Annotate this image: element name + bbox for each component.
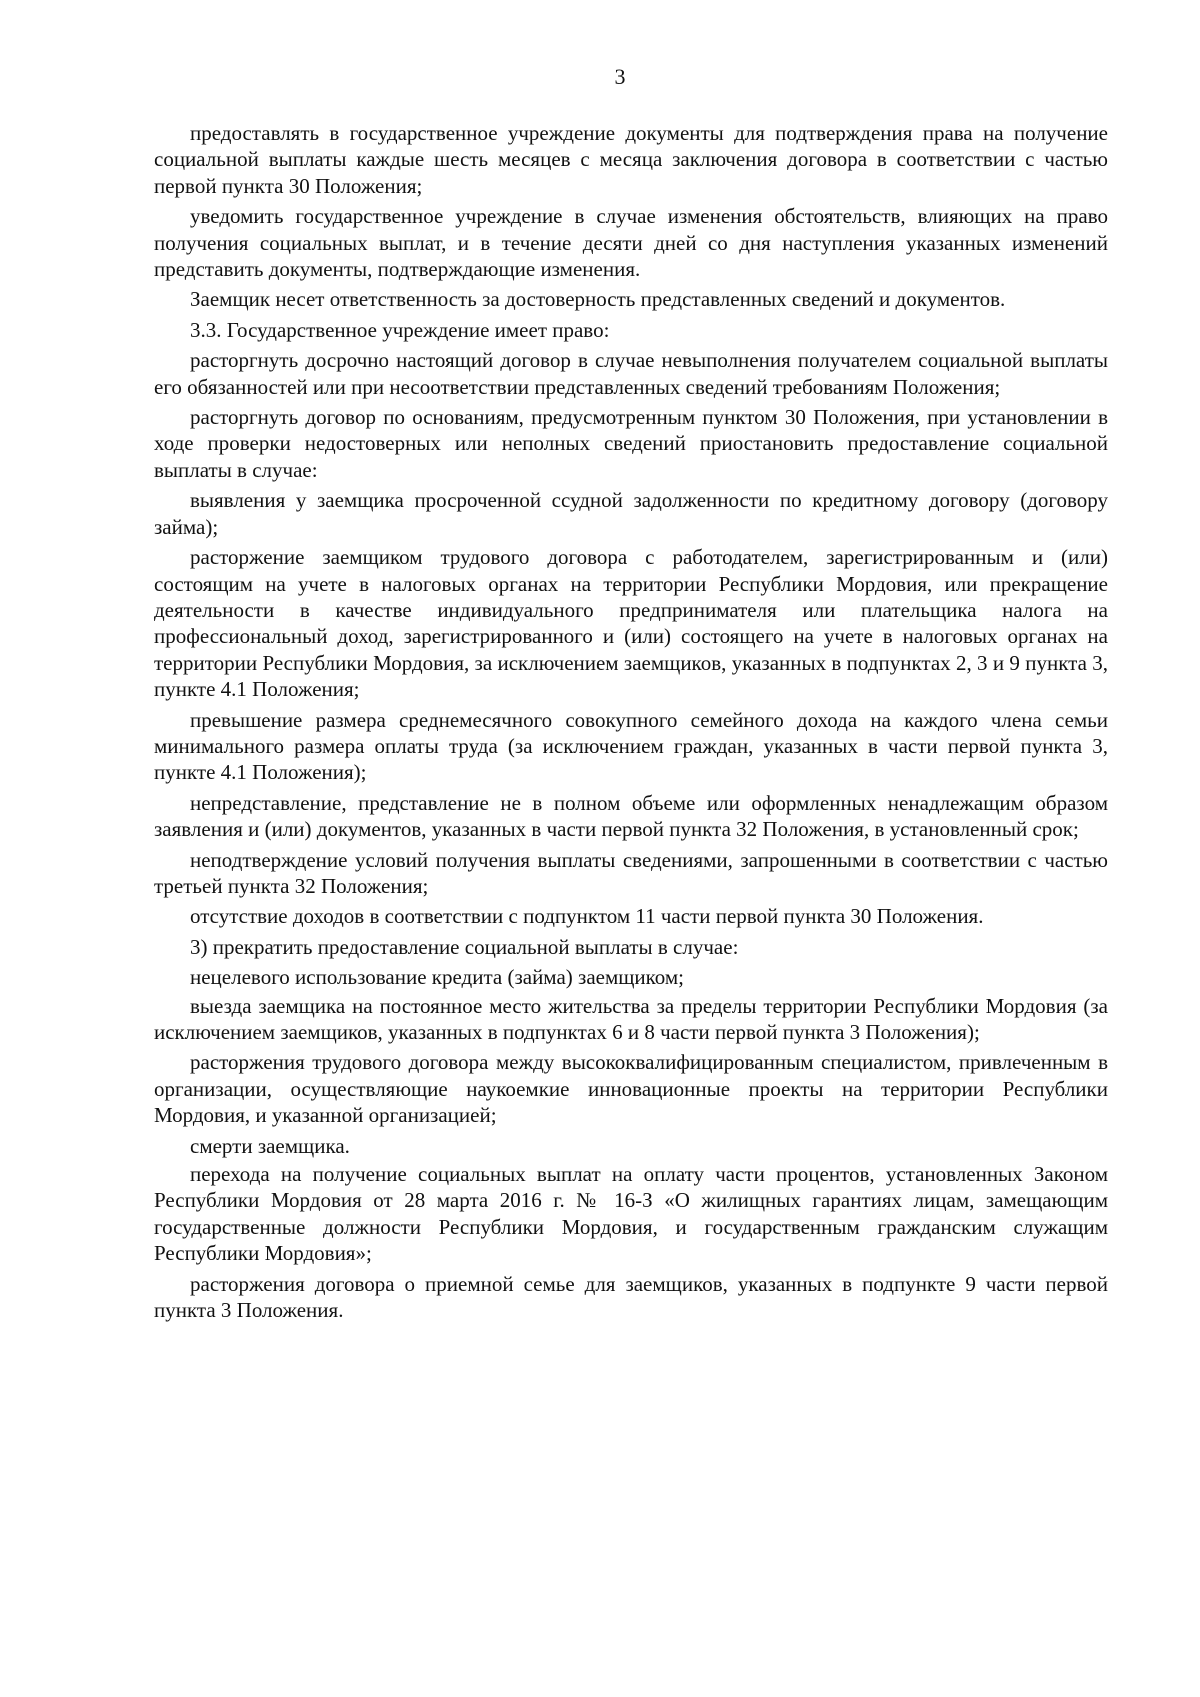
- paragraph-income-excess: превышение размера среднемесячного совокупного семейного дохода на каждого члена семьи минимального размера оплаты труда (за исключением граждан, указанных в части первой пункта 3, пункте 4.1 Положения);: [154, 707, 1108, 785]
- paragraph-transfer-interest-payments: перехода на получение социальных выплат на оплату части процентов, установленных Законом Республики Мордовия от 28 марта 2016 г. № 16-З «О жилищных гарантиях лицам, замещающим государственные должности Республики Мордовия, и государственным гражданским служащим Республики Мордовия»;: [154, 1162, 1108, 1266]
- paragraph-submit-documents: предоставлять в государственное учреждение документы для подтверждения права на получение социальной выплаты каждые шесть месяцев с месяца заключения договора в соответствии с частью первой пункта 30 Положения;: [154, 121, 1108, 198]
- paragraph-section-3-3-heading: 3.3. Государственное учреждение имеет право:: [190, 317, 610, 342]
- paragraph-terminate-early: расторгнуть досрочно настоящий договор в случае невыполнения получателем социальной выплаты его обязанностей или при несоответствии представленных сведений требованиям Положения;: [154, 348, 1108, 399]
- paragraph-overdue-debt: выявления у заемщика просроченной ссудной задолженности по кредитному договору (договору займа);: [154, 488, 1108, 539]
- paragraph-non-confirmation: неподтверждение условий получения выплаты сведениями, запрошенными в соответствии с частью третьей пункта 32 Положения;: [154, 847, 1108, 898]
- paragraph-no-income: отсутствие доходов в соответствии с подпунктом 11 части первой пункта 30 Положения.: [190, 904, 984, 929]
- paragraph-misuse-loan: нецелевого использование кредита (займа) заемщиком;: [190, 965, 685, 990]
- page-number: 3: [614, 64, 626, 89]
- paragraph-non-submission: непредставление, представление не в полном объеме или оформленных ненадлежащим образом заявления и (или) документов, указанных в части первой пункта 32 Положения, в установленный срок;: [154, 790, 1108, 842]
- paragraph-stop-payment-heading: 3) прекратить предоставление социальной выплаты в случае:: [190, 934, 739, 959]
- paragraph-terminate-suspend: расторгнуть договор по основаниям, предусмотренным пунктом 30 Положения, при установлении в ходе проверки недостоверных или неполных сведений приостановить предоставление социальной выплаты в случае:: [154, 405, 1108, 482]
- paragraph-relocation: выезда заемщика на постоянное место жительства за пределы территории Республики Мордовия (за исключением заемщиков, указанных в подпунктах 6 и 8 части первой пункта 3 Положения);: [154, 993, 1108, 1044]
- paragraph-contract-termination-specialist: расторжения трудового договора между высококвалифицированным специалистом, привлеченным в организации, осуществляющие наукоемкие инновационные проекты на территории Республики Мордовия, и указанной организацией;: [154, 1050, 1108, 1128]
- document-body: [154, 120, 1108, 1327]
- paragraph-borrower-responsibility: Заемщик несет ответственность за достоверность представленных сведений и документов.: [190, 287, 1006, 312]
- paragraph-death: смерти заемщика.: [190, 1133, 350, 1158]
- paragraph-notify-changes: уведомить государственное учреждение в случае изменения обстоятельств, влияющих на право получения социальных выплат, и в течение десяти дней со дня наступления указанных изменений представить документы, подтверждающие изменения.: [154, 204, 1108, 282]
- paragraph-foster-family: расторжения договора о приемной семье для заемщиков, указанных в подпункте 9 части первой пункта 3 Положения.: [154, 1271, 1108, 1323]
- paragraph-employment-termination: расторжение заемщиком трудового договора с работодателем, зарегистрированным и (или) состоящим на учете в налоговых органах на территории Республики Мордовия, или прекращение деятельности в качестве индивидуального предпринимателя или плательщика налога на профессиональный доход, зарегистрированного и (или) состоящего на учете в налоговых органах на территории Республики Мордовия, за исключением заемщиков, указанных в подпунктах 2, 3 и 9 пункта 3, пункте 4.1 Положения;: [154, 545, 1108, 702]
